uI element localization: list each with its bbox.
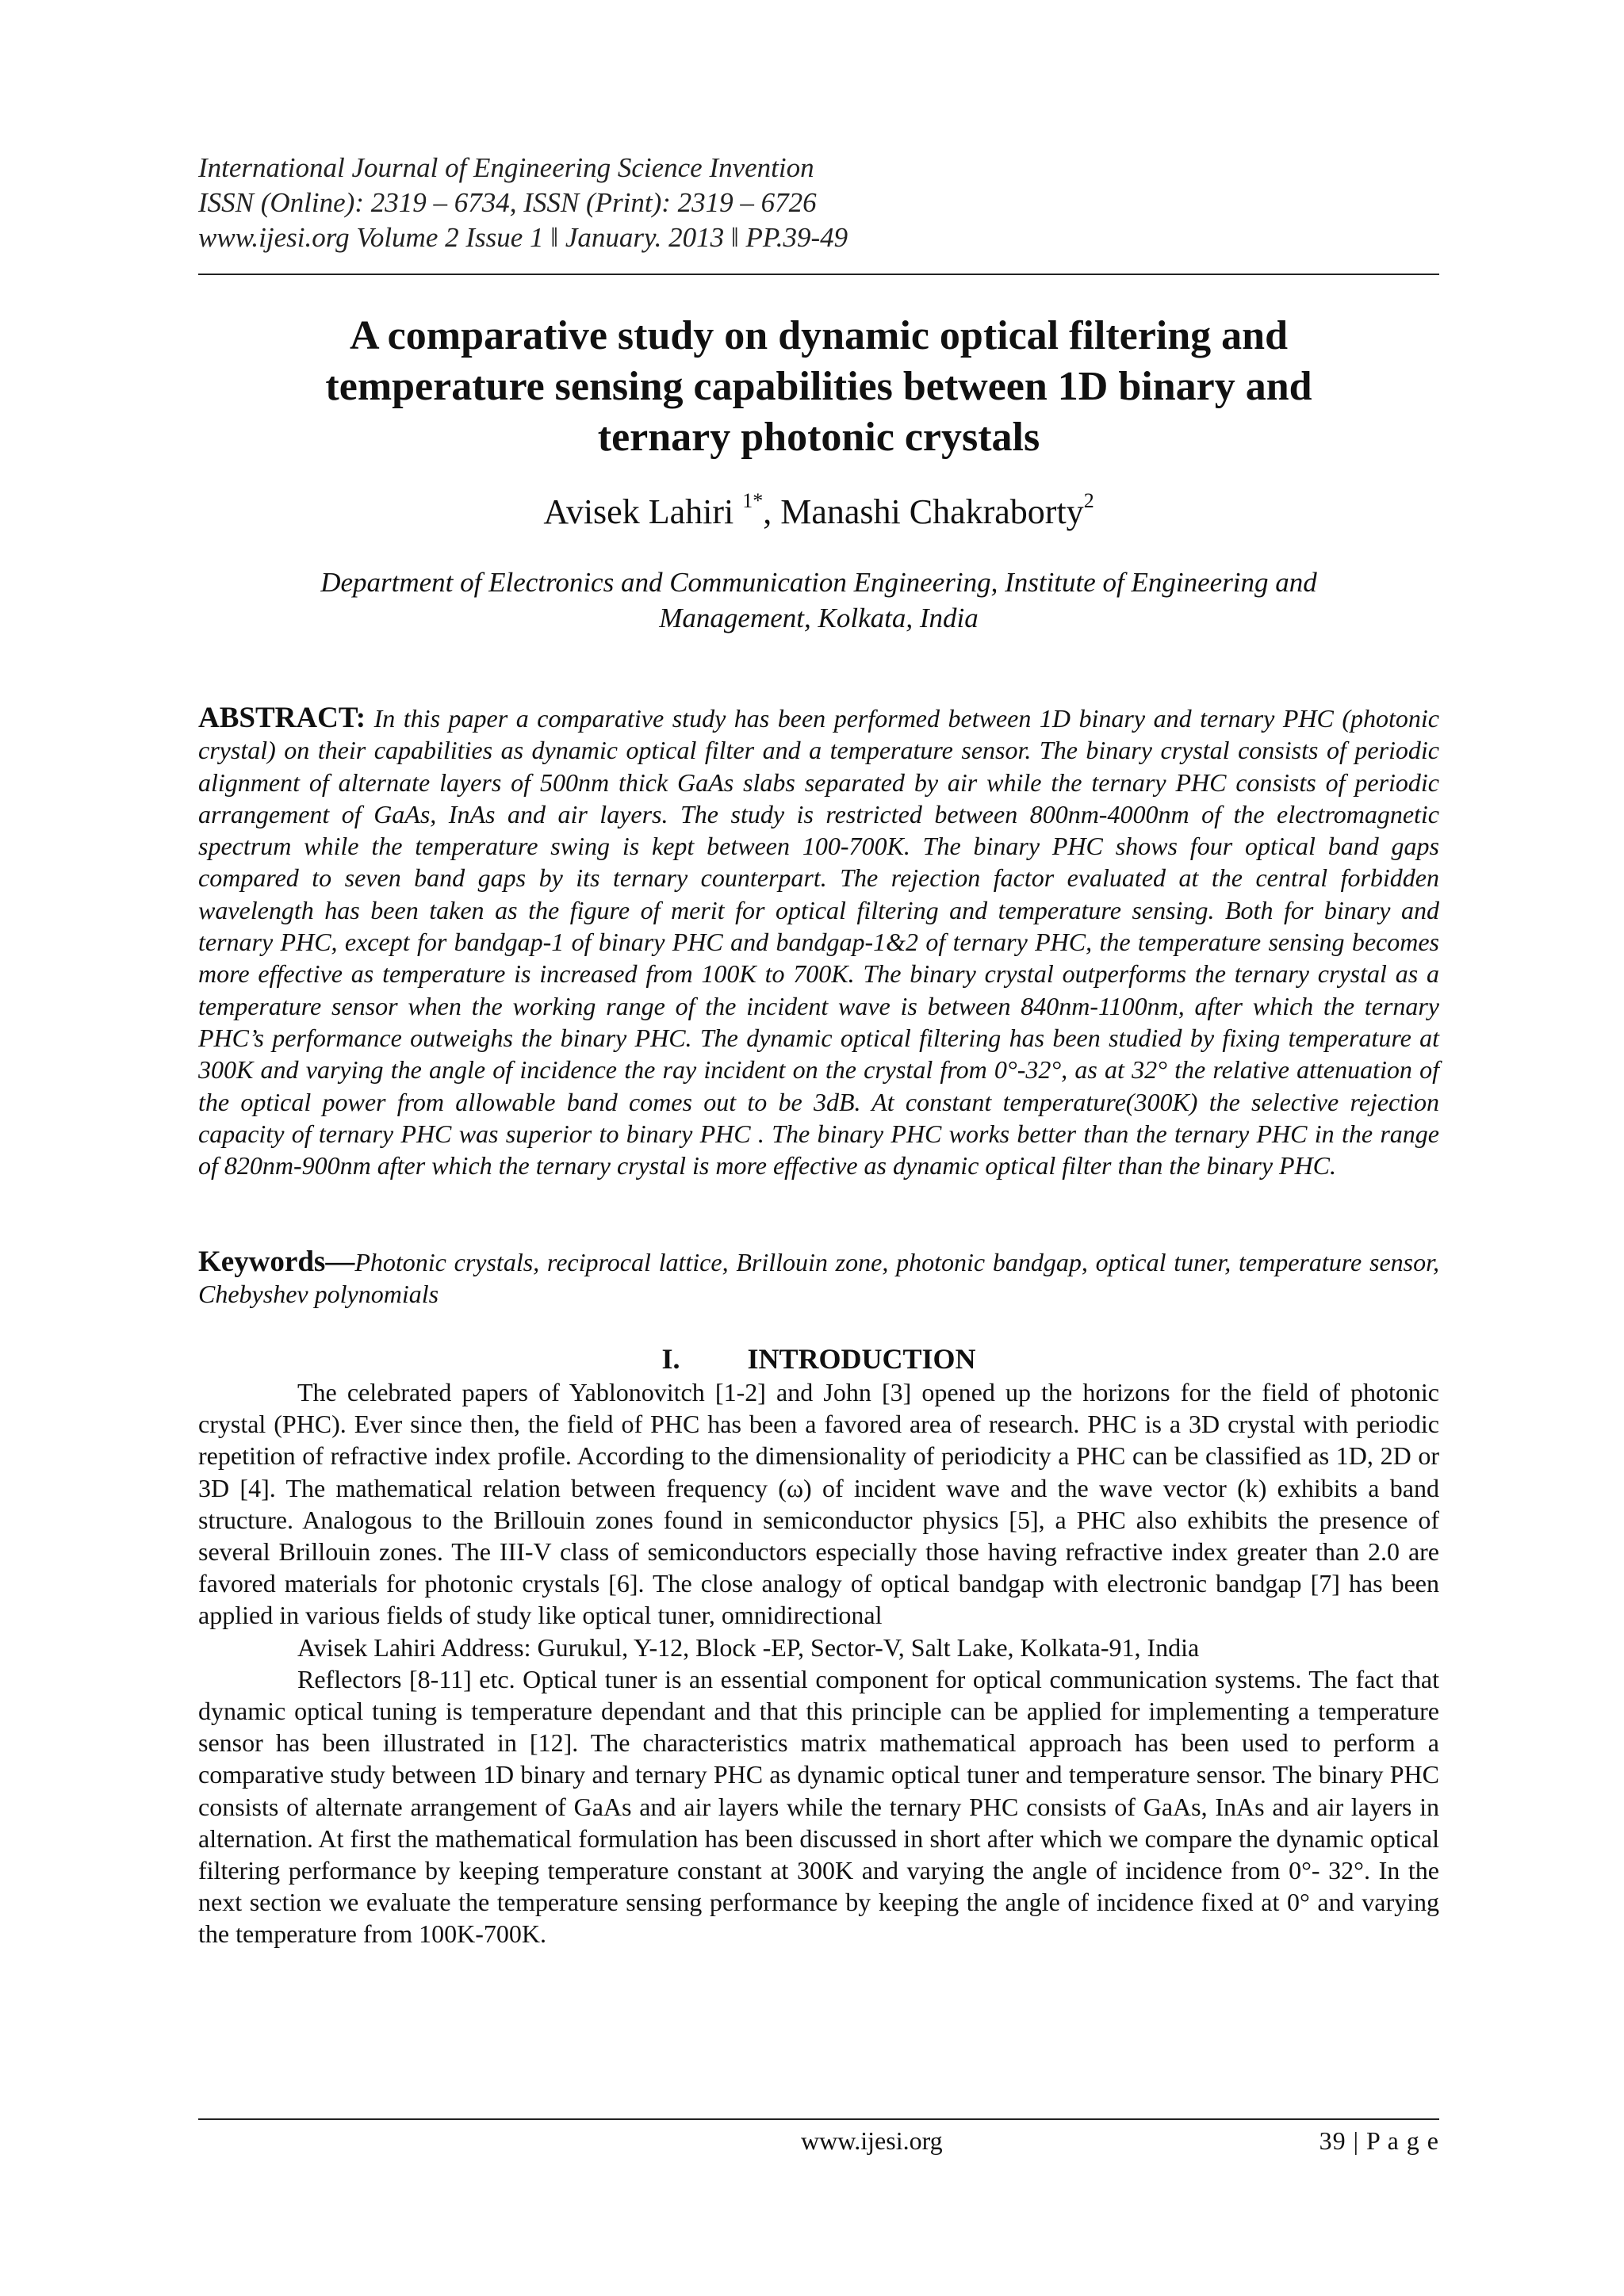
abstract-label: ABSTRACT: bbox=[198, 702, 366, 734]
journal-issn: ISSN (Online): 2319 – 6734, ISSN (Print): 2319 – 6726 bbox=[198, 187, 817, 218]
affiliation-line-1: Department of Electronics and Communication Engineering, Institute of Engineering and bbox=[320, 567, 1317, 598]
abstract-text: In this paper a comparative study has been performed between 1D binary and ternary PHC (photonic crystal) on their capabilities as dynamic optical filter and a temperature sensor. The binary crystal consists of periodic alignment of alternate layers of 500nm thick GaAs slabs separated by air while the ternary PHC consists of periodic arrangement of GaAs, InAs and air layers. The study is restricted between 800nm-4000nm of the electromagnetic spectrum while the temperature swing is kept between 100-700K. The binary PHC shows four optical band gaps compared to seven band gaps by its ternary counterpart. The rejection factor evaluated at the central forbidden wavelength has been taken as the figure of merit for optical filtering and temperature sensing. Both for binary and ternary PHC, except for bandgap-1 of binary PHC and bandgap-1&2 of ternary PHC, the temperature sensing becomes more effective as temperature is increased from 100K to 700K. The binary crystal outperforms the ternary crystal as a temperature sensor when the working range of the incident wave is between 840nm-1100nm, after which the ternary PHC’s performance outweighs the binary PHC. The dynamic optical filtering has been studied by fixing temperature at 300K and varying the angle of incidence the ray incident on the crystal from 0°-32°, as at 32° the relative attenuation of the optical power from allowable band comes out to be 3dB. At constant temperature(300K) the selective rejection capacity of ternary PHC was superior to binary PHC . The binary PHC works better than the ternary PHC in the range of 820nm-900nm after which the ternary crystal is more effective as dynamic optical filter than the binary PHC. bbox=[198, 704, 1440, 1181]
header-divider bbox=[198, 274, 1439, 275]
author-1-affiliation-mark: 1* bbox=[742, 489, 764, 512]
footer-divider bbox=[198, 2118, 1439, 2120]
author-2: Manashi Chakraborty bbox=[780, 492, 1084, 531]
keywords-label: Keywords— bbox=[198, 1246, 355, 1278]
author-1: Avisek Lahiri bbox=[543, 492, 734, 531]
introduction-body bbox=[198, 1376, 1439, 1950]
journal-name: International Journal of Engineering Science Invention bbox=[198, 152, 814, 183]
footer-website: www.ijesi.org bbox=[801, 2126, 943, 2155]
author-2-affiliation-mark: 2 bbox=[1083, 489, 1094, 512]
keywords bbox=[198, 1246, 1439, 1310]
journal-header bbox=[198, 151, 1439, 255]
affiliation-line-2: Management, Kolkata, India bbox=[659, 603, 979, 633]
intro-paragraph-2: Reflectors [8-11] etc. Optical tuner is an essential component for optical communication systems. The fact that dynamic optical tuning is temperature dependant and that this principle can be applied for implementing a temperature sensor has been illustrated in [12]. The characteristics matrix mathematical approach has been used to perform a comparative study between 1D binary and ternary PHC as dynamic optical tuner and temperature sensor. The binary PHC consists of alternate arrangement of GaAs and air layers while the ternary PHC consists of GaAs, InAs and air layers in alternation. At first the mathematical formulation has been discussed in short after which we compare the dynamic optical filtering performance by keeping temperature constant at 300K and varying the angle of incidence from 0°- 32°. In the next section we evaluate the temperature sensing performance by keeping the angle of incidence fixed at 0° and varying the temperature from 100K-700K. bbox=[198, 1664, 1439, 1949]
author-address-note: Avisek Lahiri Address: Gurukul, Y-12, Block -EP, Sector-V, Salt Lake, Kolkata-91, India bbox=[297, 1632, 1200, 1662]
keywords-text: Photonic crystals, reciprocal lattice, Brillouin zone, photonic bandgap, optical tuner, temperature sensor, Chebyshev polynomials bbox=[198, 1248, 1439, 1308]
section-heading-introduction bbox=[198, 1341, 1439, 1376]
affiliation bbox=[262, 564, 1376, 636]
author-separator: , bbox=[763, 492, 781, 531]
section-title: INTRODUCTION bbox=[747, 1343, 976, 1375]
intro-paragraph-1: The celebrated papers of Yablonovitch [1-2] and John [3] opened up the horizons for the field of photonic crystal (PHC). Ever since then, the field of PHC has been a favored area of research. PHC is a 3D crystal with periodic repetition of refractive index profile. According to the dimensionality of periodicity a PHC can be classified as 1D, 2D or 3D [4]. The mathematical relation between frequency (ω) of incident wave and the wave vector (k) exhibits a band structure. Analogous to the Brillouin zones found in semiconductor physics [5], a PHC also exhibits the presence of several Brillouin zones. The III-V class of semiconductors especially those having refractive index greater than 2.0 are favored materials for photonic crystals [6]. The close analogy of optical bandgap with electronic bandgap [7] has been applied in various fields of study like optical tuner, omnidirectional bbox=[198, 1378, 1439, 1630]
section-number: I. bbox=[661, 1343, 680, 1375]
abstract bbox=[198, 702, 1439, 1181]
title-line-1: A comparative study on dynamic optical filtering and bbox=[349, 313, 1289, 358]
paper-title bbox=[198, 311, 1439, 463]
author-list bbox=[198, 490, 1439, 534]
page-number: 39 | P a g e bbox=[1319, 2126, 1439, 2155]
journal-volume: www.ijesi.org Volume 2 Issue 1 ǁ January. 2013 ǁ PP.39-49 bbox=[198, 222, 848, 253]
title-line-3: ternary photonic crystals bbox=[597, 415, 1040, 460]
title-line-2: temperature sensing capabilities between 1D binary and bbox=[325, 364, 1312, 409]
